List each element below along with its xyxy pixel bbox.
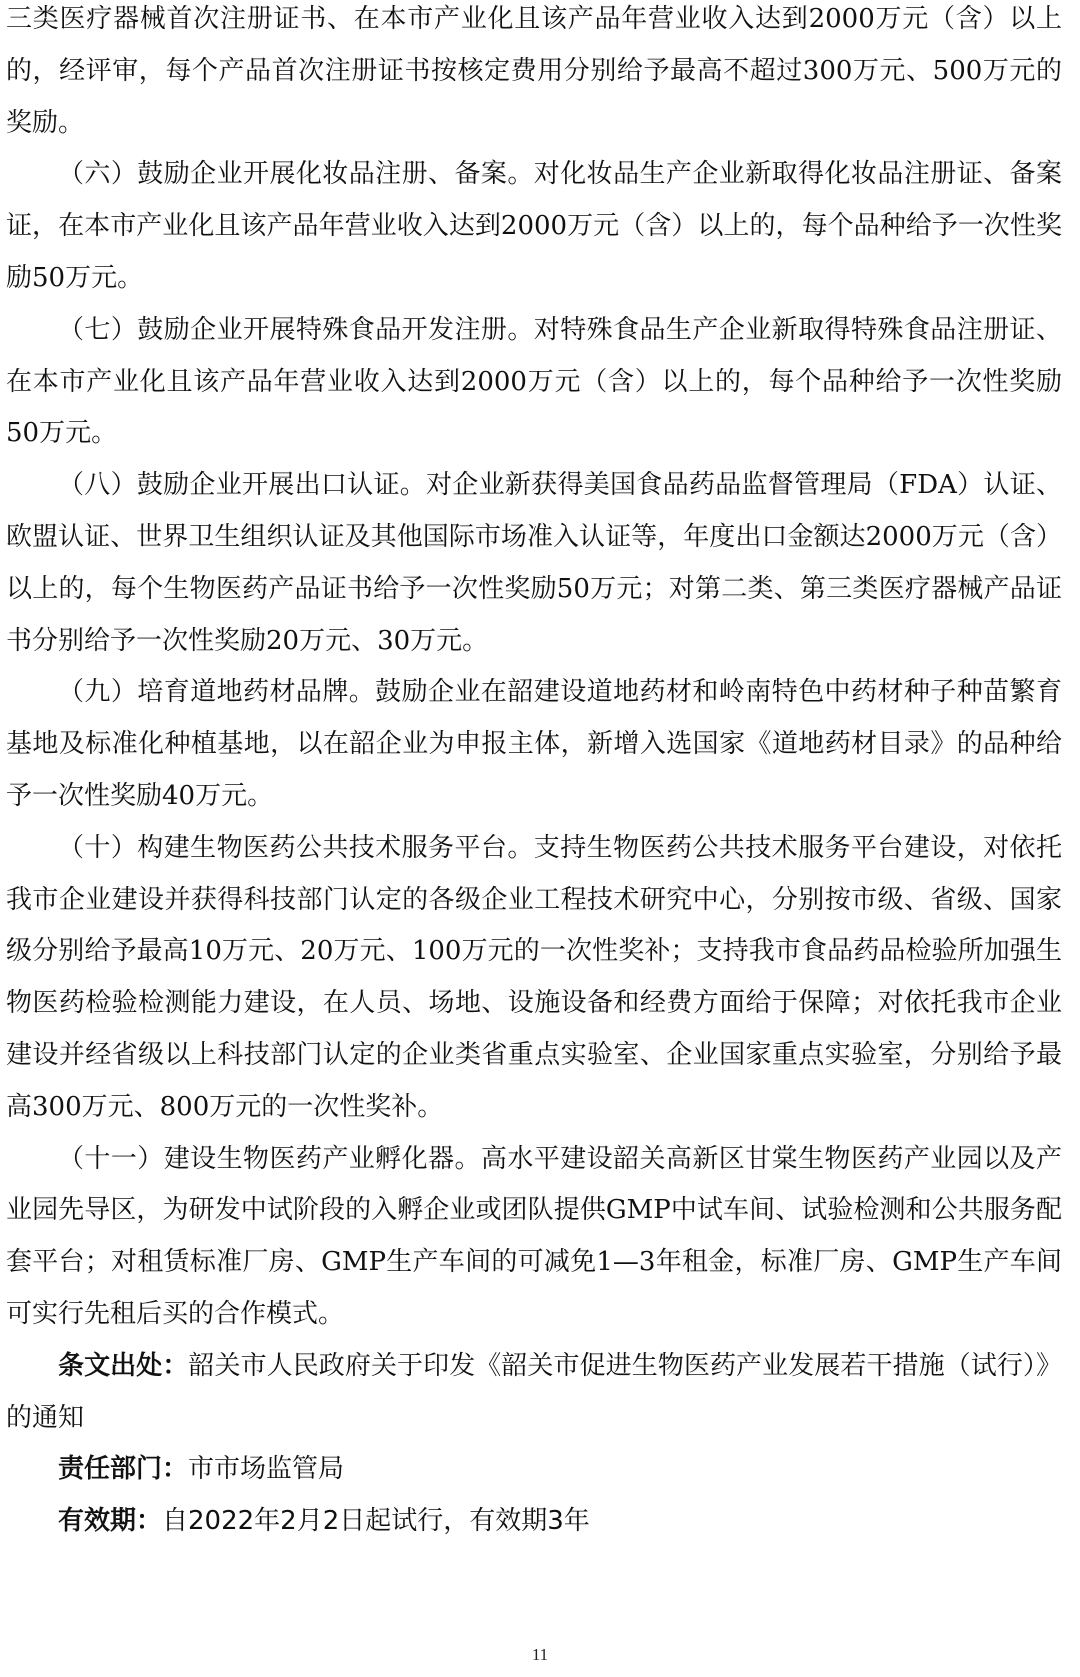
validity-line (6, 1496, 1062, 1548)
paragraph-item-11: （十一）建设生物医药产业孵化器。高水平建设韶关高新区甘棠生物医药产业园以及产业园先导区，为研发中试阶段的入孵企业或团队提供GMP中试车间、试验检测和公共服务配套平台；对租赁标准厂房、GMP生产车间的可减免1—3年租金，标准厂房、GMP生产车间可实行先租后买的合作模式。 (6, 1143, 1062, 1329)
paragraph-item-6: （六）鼓励企业开展化妆品注册、备案。对化妆品生产企业新取得化妆品注册证、备案证，在本市产业化且该产品年营业收入达到2000万元（含）以上的，每个品种给予一次性奖励50万元。 (6, 159, 1062, 293)
department-label: 责任部门： (58, 1454, 189, 1485)
paragraph-item-9: （九）培育道地药材品牌。鼓励企业在韶建设道地药材和岭南特色中药材种子种苗繁育基地及标准化种植基地，以在韶企业为申报主体，新增入选国家《道地药材目录》的品种给予一次性奖励40万元。 (6, 677, 1062, 811)
paragraph-continuation: 三类医疗器械首次注册证书、在本市产业化且该产品年营业收入达到2000万元（含）以上的，经评审，每个产品首次注册证书按核定费用分别给予最高不超过300万元、500万元的奖励。 (6, 4, 1062, 138)
paragraph-item-10: （十）构建生物医药公共技术服务平台。支持生物医药公共技术服务平台建设，对依托我市企业建设并获得科技部门认定的各级企业工程技术研究中心，分别按市级、省级、国家级分别给予最高10万元、20万元、100万元的一次性奖补；支持我市食品药品检验所加强生物医药检验检测能力建设，在人员、场地、设施设备和经费方面给于保障；对依托我市企业建设并经省级以上科技部门认定的企业类省重点实验室、企业国家重点实验室，分别给予最高300万元、800万元的一次性奖补。 (6, 832, 1062, 1122)
source-value: 韶关市人民政府关于印发《韶关市促进生物医药产业发展若干措施（试行）》的通知 (6, 1350, 1062, 1433)
source-label: 条文出处： (58, 1350, 189, 1381)
document-body (6, 0, 1062, 1548)
page-number: 11 (531, 1645, 549, 1664)
paragraph-item-7: （七）鼓励企业开展特殊食品开发注册。对特殊食品生产企业新取得特殊食品注册证、在本市产业化且该产品年营业收入达到2000万元（含）以上的，每个品种给予一次性奖励50万元。 (6, 314, 1062, 449)
validity-label: 有效期： (58, 1506, 163, 1537)
department-line (6, 1444, 1062, 1496)
department-value: 市市场监管局 (188, 1454, 345, 1485)
validity-value: 自2022年2月2日起试行，有效期3年 (162, 1506, 590, 1537)
paragraph-item-8: （八）鼓励企业开展出口认证。对企业新获得美国食品药品监督管理局（FDA）认证、欧盟认证、世界卫生组织认证及其他国际市场准入认证等，年度出口金额达2000万元（含）以上的，每个生物医药产品证书给予一次性奖励50万元；对第二类、第三类医疗器械产品证书分别给予一次性奖励20万元、30万元。 (6, 470, 1062, 656)
source-line (6, 1341, 1062, 1445)
